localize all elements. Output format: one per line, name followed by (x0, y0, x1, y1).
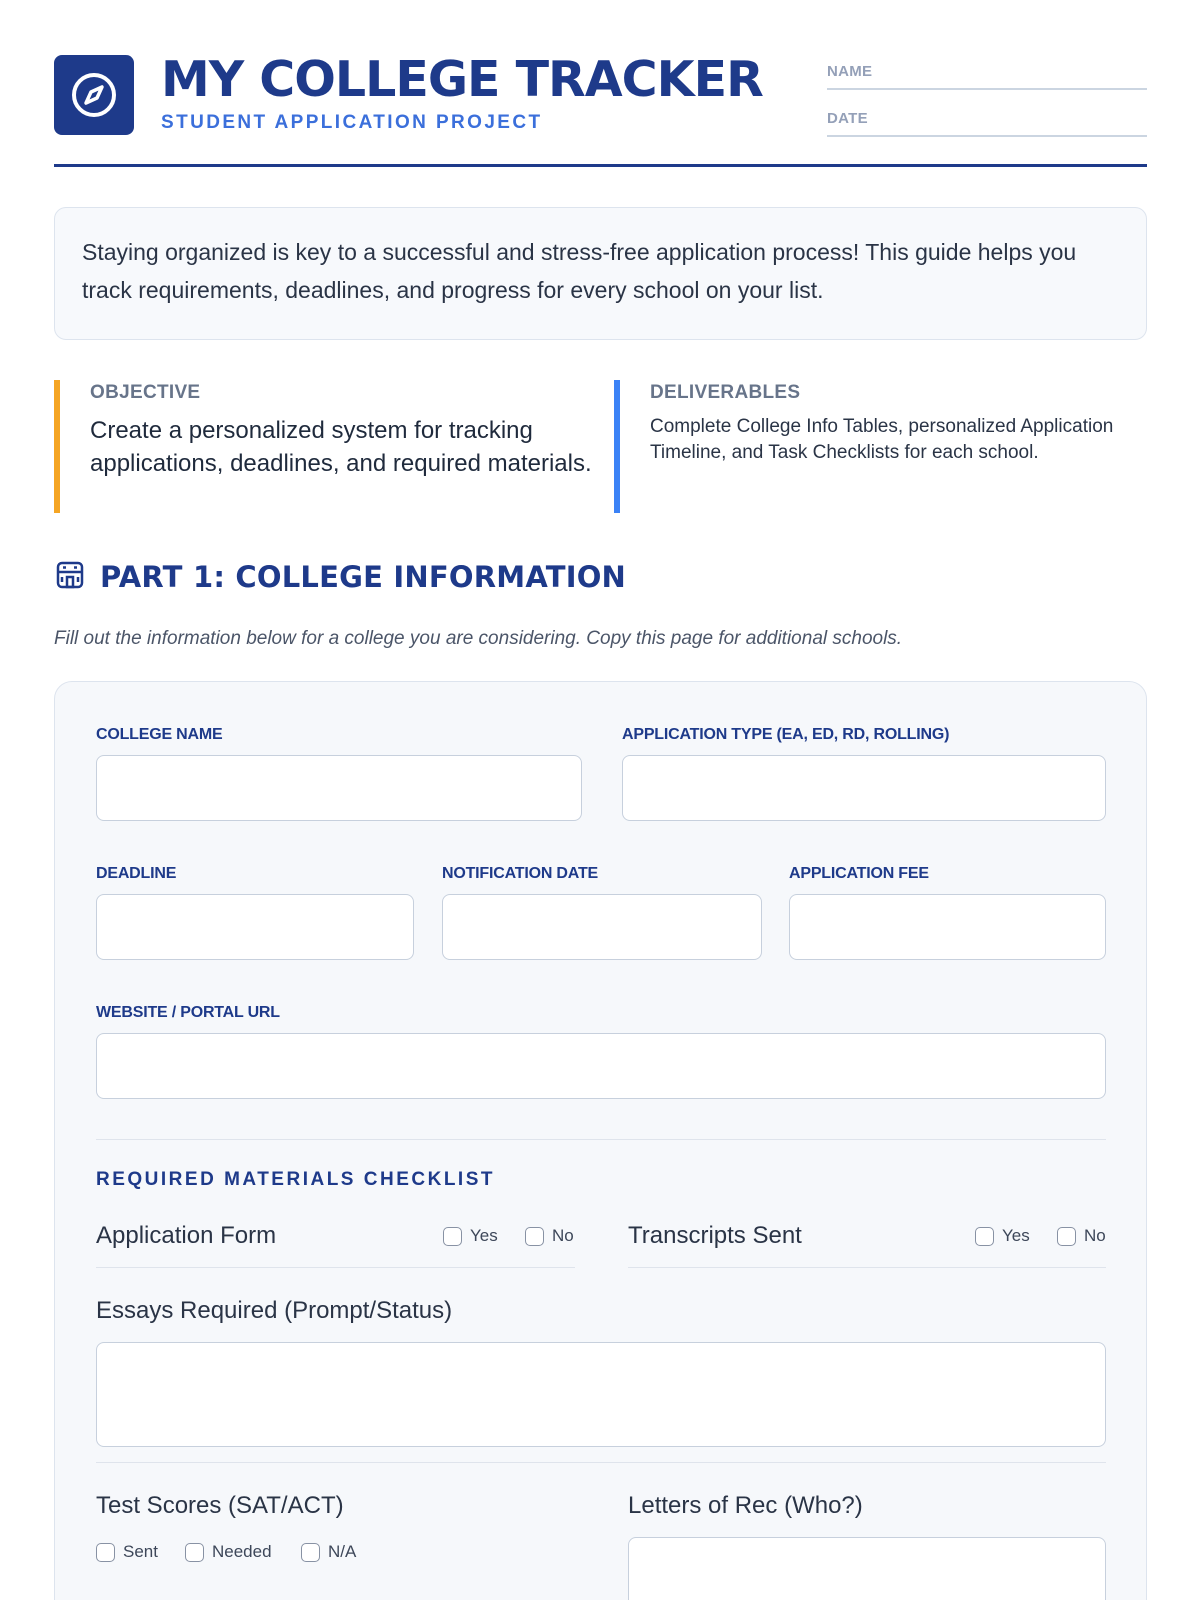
transcripts-yes[interactable]: Yes (975, 1226, 1030, 1246)
objective-text: Create a personalized system for tracking applications, deadlines, and required materials. (90, 417, 592, 477)
application-type-label: APPLICATION TYPE (EA, ED, RD, ROLLING) (622, 726, 950, 743)
essays-input[interactable] (96, 1342, 1106, 1447)
objective-heading: OBJECTIVE (90, 382, 201, 403)
test-scores-na[interactable]: N/A (301, 1542, 356, 1562)
checkbox[interactable] (301, 1543, 320, 1562)
page-title: MY COLLEGE TRACKER (161, 51, 763, 108)
application-fee-label: APPLICATION FEE (789, 865, 929, 882)
application-form-label: Application Form (96, 1222, 277, 1249)
transcripts-label: Transcripts Sent (628, 1222, 802, 1249)
objective-block (54, 380, 594, 513)
checkbox[interactable] (975, 1227, 994, 1246)
letters-label: Letters of Rec (Who?) (628, 1492, 863, 1519)
notification-date-label: NOTIFICATION DATE (442, 865, 598, 882)
test-scores-needed[interactable]: Needed (185, 1542, 272, 1562)
divider (96, 1462, 1106, 1463)
checkbox[interactable] (96, 1543, 115, 1562)
deliverables-heading: DELIVERABLES (650, 382, 801, 403)
transcripts-no[interactable]: No (1057, 1226, 1106, 1246)
checklist-heading: REQUIRED MATERIALS CHECKLIST (96, 1169, 495, 1190)
website-label: WEBSITE / PORTAL URL (96, 1004, 280, 1021)
intro-box: Staying organized is key to a successful and stress-free application process! This guide helps you track requirements, deadlines, and progress for every school on your list. (54, 207, 1147, 340)
date-label: DATE (827, 110, 868, 127)
date-field[interactable] (827, 103, 1147, 137)
checkbox[interactable] (185, 1543, 204, 1562)
row-divider (96, 1267, 575, 1268)
name-field[interactable] (827, 56, 1147, 90)
test-scores-sent[interactable]: Sent (96, 1542, 158, 1562)
college-name-input[interactable] (96, 755, 582, 821)
deadline-input[interactable] (96, 894, 414, 960)
compass-icon (54, 55, 134, 135)
deliverables-block (614, 380, 1147, 513)
row-divider (628, 1267, 1106, 1268)
building-icon (54, 558, 86, 595)
deadline-label: DEADLINE (96, 865, 177, 882)
application-form-no[interactable]: No (525, 1226, 574, 1246)
application-type-input[interactable] (622, 755, 1106, 821)
college-name-label: COLLEGE NAME (96, 726, 223, 743)
page-subtitle: STUDENT APPLICATION PROJECT (161, 112, 543, 133)
page-header (54, 51, 1147, 167)
name-label: NAME (827, 63, 873, 80)
checkbox[interactable] (1057, 1227, 1076, 1246)
test-scores-label: Test Scores (SAT/ACT) (96, 1492, 344, 1519)
website-input[interactable] (96, 1033, 1106, 1099)
section-title: PART 1: COLLEGE INFORMATION (100, 559, 627, 594)
application-fee-input[interactable] (789, 894, 1106, 960)
letters-input[interactable] (628, 1537, 1106, 1600)
college-info-card (54, 681, 1147, 1600)
section-heading (54, 558, 626, 595)
deliverables-text: Complete College Info Tables, personalized Application Timeline, and Task Checklists for each school. (650, 416, 1114, 463)
section-note: Fill out the information below for a college you are considering. Copy this page for additional schools. (54, 628, 903, 649)
application-form-yes[interactable]: Yes (443, 1226, 498, 1246)
divider (96, 1139, 1106, 1140)
notification-date-input[interactable] (442, 894, 762, 960)
checkbox[interactable] (525, 1227, 544, 1246)
checkbox[interactable] (443, 1227, 462, 1246)
essays-label: Essays Required (Prompt/Status) (96, 1297, 453, 1324)
